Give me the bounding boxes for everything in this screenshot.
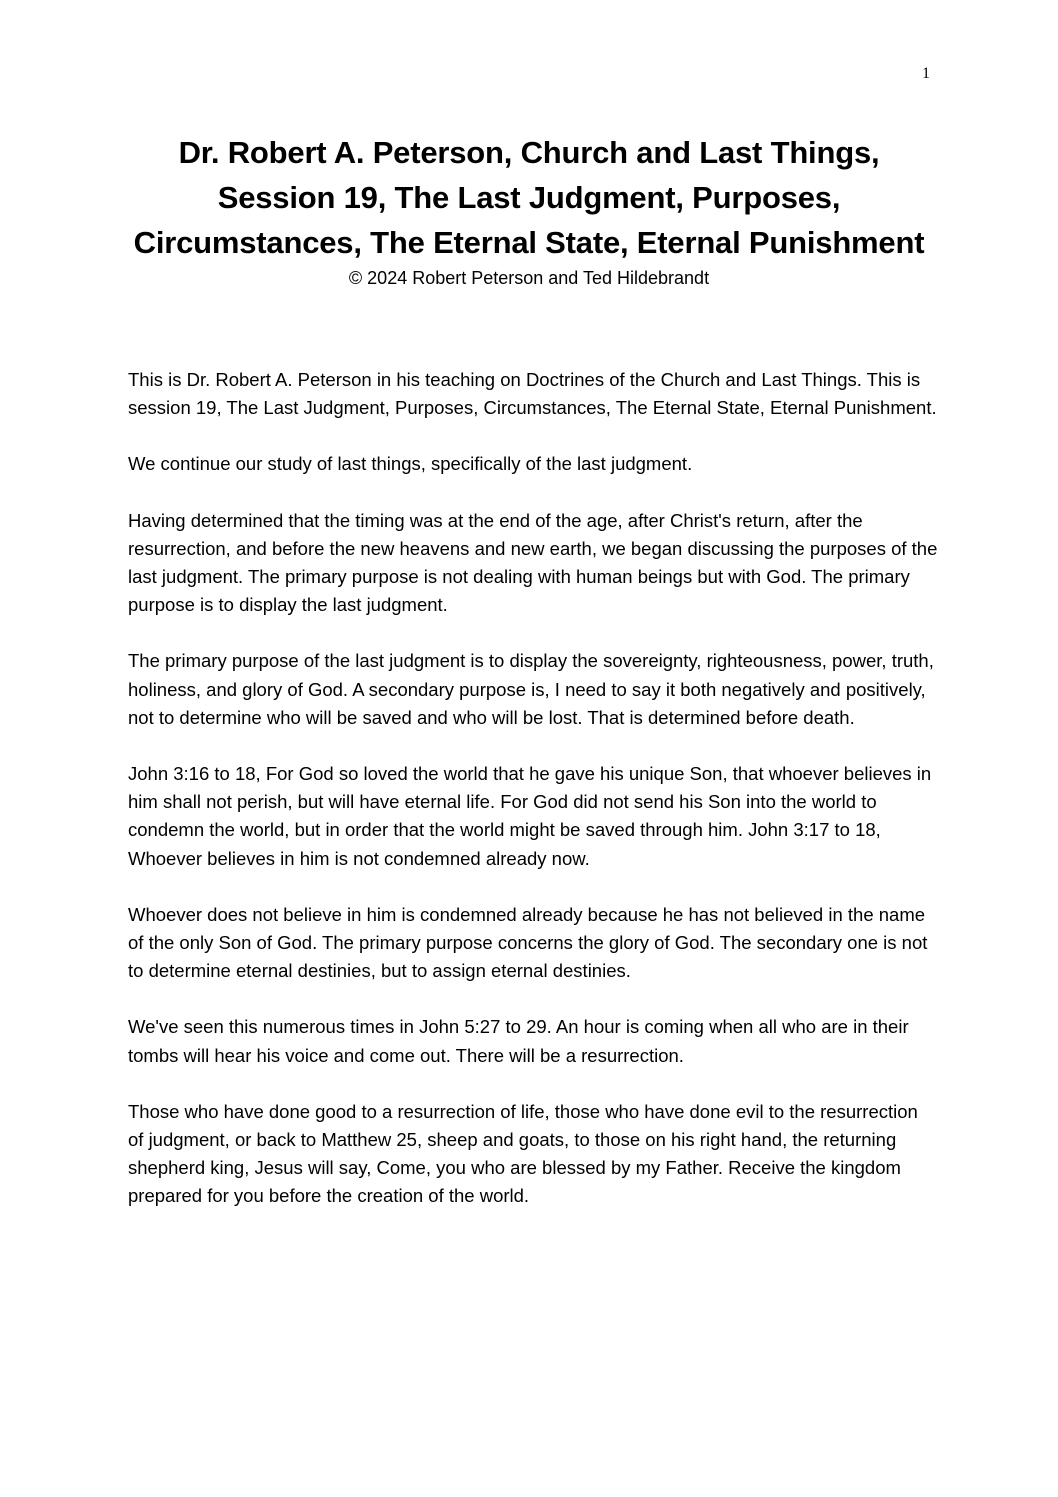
paragraph: The primary purpose of the last judgment is to display the sovereignty, righteousness, power, truth, holiness, and glory of God. A secondary purpose is, I need to say it both negatively and positively, not to determine who will be saved and who will be lost. That is determined before death. [128, 650, 934, 728]
page-number: 1 [922, 65, 930, 82]
copyright-notice: © 2024 Robert Peterson and Ted Hildebrandt [348, 268, 710, 288]
title-block [128, 130, 930, 291]
paragraph: Those who have done good to a resurrection of life, those who have done evil to the resurrection of judgment, or back to Matthew 25, sheep and goats, to those on his right hand, the returning shepherd king, Jesus will say, Come, you who are blessed by my Father. Receive the kingdom prepared for you before the creation of the world. [128, 1100, 918, 1207]
document-body [128, 366, 938, 1239]
paragraph: John 3:16 to 18, For God so loved the world that he gave his unique Son, that whoever believes in him shall not perish, but will have eternal life. For God did not send his Son into the world to condemn the world, but in order that the world might be saved through him. John 3:17 to 18, Whoever believes in him is not condemned already now. [128, 763, 932, 869]
paragraph: Whoever does not believe in him is condemned already because he has not believed in the name of the only Son of God. The primary purpose concerns the glory of God. The secondary one is not to determine eternal destinies, but to assign eternal destinies. [128, 903, 928, 982]
paragraph: Having determined that the timing was at the end of the age, after Christ's return, after the resurrection, and before the new heavens and new earth, we began discussing the purposes of the last judgment. The primary purpose is not dealing with human beings but with God. The primary purpose is to display the last judgment. [128, 509, 938, 616]
paragraph: This is Dr. Robert A. Peterson in his teaching on Doctrines of the Church and Last Things. This is session 19, The Last Judgment, Purposes, Circumstances, The Eternal State, Eternal Punishment. [128, 369, 937, 419]
page-title: Dr. Robert A. Peterson, Church and Last Things, Session 19, The Last Judgment, Purposes, Circumstances, The Eternal State, Eternal Punishment [133, 135, 925, 260]
paragraph: We continue our study of last things, specifically of the last judgment. [128, 453, 693, 475]
paragraph: We've seen this numerous times in John 5:27 to 29. An hour is coming when all who are in their tombs will hear his voice and come out. There will be a resurrection. [128, 1016, 909, 1066]
